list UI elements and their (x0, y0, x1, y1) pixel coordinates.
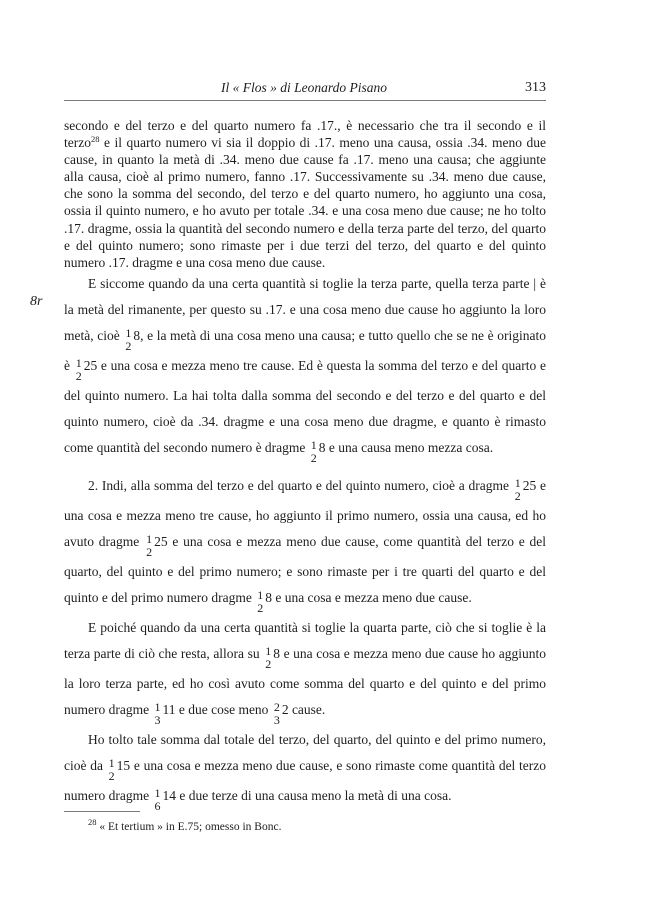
body-text (64, 117, 546, 813)
fraction-denominator: 2 (257, 600, 264, 615)
fraction-numerator: 1 (310, 437, 317, 452)
fraction-numerator: 1 (75, 355, 82, 370)
paragraph-3-text-c: 25 e una cosa e mezza meno due cause, come quantità del terzo e del quarto, del quinto e del primo numero; e sono rimaste per i tre quarti del quarto e del quinto e del primo numero dragme (64, 533, 547, 605)
paragraph-2-text-c: 25 e una cosa e mezza meno tre cause. Ed è questa la somma del terzo e del quarto e del quinto numero. La hai tolta dalla somma del secondo e del terzo e del quarto e del quinto numero, cioè da .34. dragme e una cosa meno due dragme, e quanto è rimasto come quantità del secondo numero è dragme (64, 357, 547, 455)
fraction-denominator: 2 (146, 544, 153, 559)
fraction-one-half (265, 645, 271, 671)
fraction-one-half (146, 533, 152, 559)
footnote-text: « Et tertium » in E.75; omesso in Bonc. (99, 821, 282, 833)
running-head: Il « Flos » di Leonardo Pisano (220, 80, 387, 95)
fraction-denominator: 3 (273, 712, 280, 727)
fraction-denominator: 3 (154, 712, 161, 727)
fraction-one-half (257, 589, 263, 615)
fraction-denominator: 6 (154, 798, 161, 813)
fraction-denominator: 2 (125, 338, 132, 353)
fraction-denominator: 2 (514, 488, 521, 503)
paragraph-1 (64, 117, 546, 271)
paragraph-2-text-a: E siccome quando da una certa quantità si toglie la terza parte, quella terza parte | è la metà del rimanente, per questo su .17. e una cosa meno due cause ho aggiunto la loro metà, cioè (64, 275, 546, 343)
fraction-one-half (311, 439, 317, 465)
paragraph-4-text-c: 11 e due cose meno (162, 701, 269, 717)
margin-folio-note: 8r (30, 294, 43, 309)
paragraph-1-text-a: secondo e del terzo e del quarto numero fa .17., è necessario che tra il secondo e il terzo (64, 118, 546, 151)
paragraph-3-text-d: 8 e una cosa e mezza meno due cause. (265, 589, 472, 605)
fraction-one-half (125, 327, 131, 353)
fraction-numerator: 1 (265, 643, 272, 658)
paragraph-3 (64, 473, 546, 615)
paragraph-4 (64, 615, 546, 727)
paragraph-4-text-a: E poiché quando da una certa quantità si toglie la quarta parte, ciò che si toglie è la terza parte di ciò che resta, allora su (64, 619, 546, 661)
paragraph-4-text-d: 2 cause. (281, 701, 326, 717)
paragraph-2-text-b: 8, e la metà di una cosa meno una causa; e tutto quello che se ne è originato è (64, 327, 547, 373)
footnote-rule (64, 811, 140, 812)
paragraph-5-text-a: Ho tolto tale somma dal totale del terzo, del quarto, del quinto e del primo numero, cioè da (64, 731, 546, 773)
paragraph-5-text-b: 15 e una cosa e mezza meno due cause, e sono rimaste come quantità del terzo numero dragme (64, 757, 546, 803)
paragraph-3-text-b: 25 e una cosa e mezza meno tre cause, ho aggiunto il primo numero, ossia una causa, ed ho avuto dragme (64, 477, 547, 549)
fraction-numerator: 1 (108, 755, 115, 770)
paragraph-4-text-b: 8 e una cosa e mezza meno due cause ho aggiunto la loro terza parte, ed ho così avuto come somma del quarto e del quinto e del primo numero dragme (64, 645, 547, 717)
fraction-one-half (109, 757, 115, 783)
page-number: 313 (525, 80, 546, 95)
fraction-denominator: 2 (265, 656, 272, 671)
footnote (88, 817, 282, 833)
paragraph-1-text-b: e il quarto numero vi sia il doppio di .17. meno una causa, ossia .34. meno due cause, in quanto la metà di .34. meno due cause fa .17. meno una causa; che aggiunte alla causa, cioè al primo numero, fanno .17. Successivamente su .34. meno due cause, che sono la somma del secondo, del terzo e del quarto numero, ho aggiunto una cosa, ossia il quinto numero, e ho avuto per totale .34. e una cosa meno due cause; ne ho tolto .17. dragme, ossia la quantità del secondo numero e della terza parte del terzo, del quarto e del quinto numero; sono rimaste per i due terzi del terzo, del quarto e del quinto numero .17. dragme e una cosa meno due cause. (64, 135, 546, 270)
fraction-denominator: 2 (75, 368, 82, 383)
paragraph-5 (64, 727, 546, 813)
fraction-numerator: 2 (273, 699, 280, 714)
fraction-numerator: 1 (154, 699, 161, 714)
fraction-one-sixth (154, 787, 160, 813)
paragraph-2-text-d: 8 e una causa meno mezza cosa. (318, 439, 494, 455)
footnote-marker: 28 (88, 817, 97, 827)
fraction-numerator: 1 (125, 325, 132, 340)
fraction-denominator: 2 (310, 450, 317, 465)
fraction-denominator: 2 (108, 768, 115, 783)
fraction-numerator: 1 (154, 785, 161, 800)
fraction-one-half (76, 357, 82, 383)
fraction-two-thirds (274, 701, 280, 727)
fraction-numerator: 1 (514, 475, 521, 490)
footnote-ref: 28 (90, 134, 100, 145)
fraction-numerator: 1 (146, 531, 153, 546)
header-rule (64, 100, 546, 101)
paragraph-3-text-a: 2. Indi, alla somma del terzo e del quarto e del quinto numero, cioè a dragme (88, 477, 509, 493)
fraction-one-third (154, 701, 160, 727)
paragraph-5-text-c: 14 e due terze di una causa meno la metà di una cosa. (162, 787, 452, 803)
paragraph-2 (64, 271, 546, 465)
fraction-numerator: 1 (257, 587, 264, 602)
fraction-one-half (515, 477, 521, 503)
